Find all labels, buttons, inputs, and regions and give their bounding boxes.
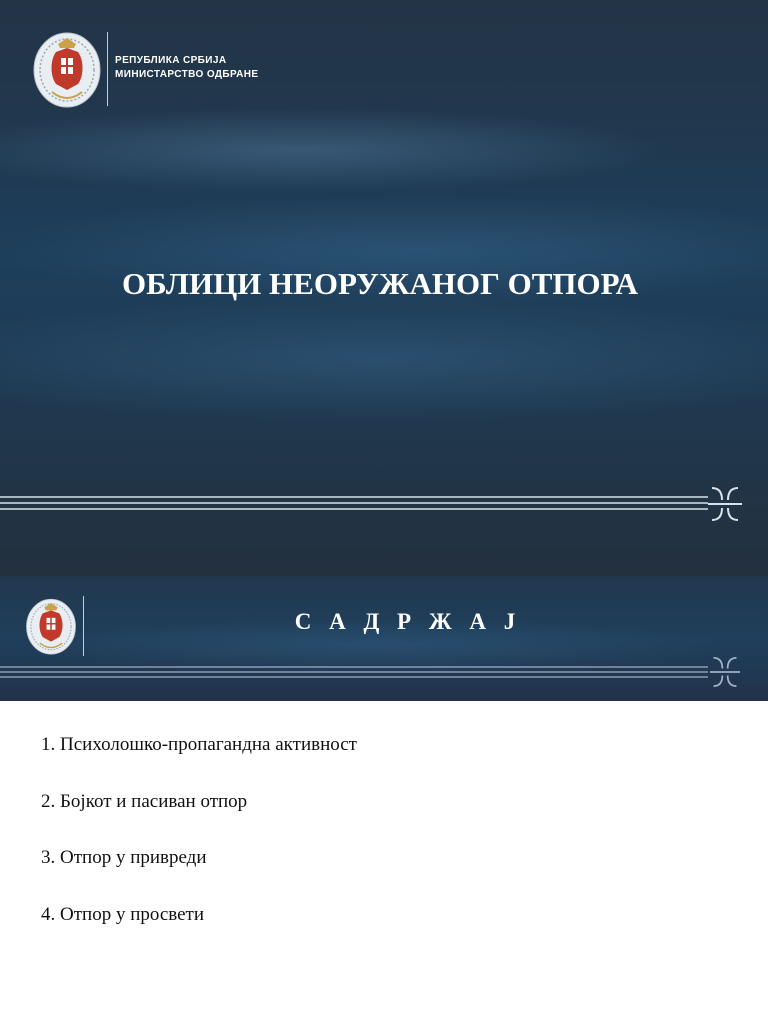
ministry-crest-icon [32, 30, 102, 108]
serbian-cross-ornament-icon [708, 484, 742, 524]
list-item: 3. Отпор у привреди [41, 847, 207, 868]
contents-slide-header [0, 576, 768, 701]
list-item: 1. Психолошко-пропагандна активност [41, 734, 357, 755]
list-item: 2. Бојкот и пасиван отпор [41, 790, 248, 812]
organization-name [115, 54, 259, 82]
contents-title: С А Д Р Ж А Ј [294, 609, 522, 634]
list-item: 4. Отпор у просвети [41, 903, 205, 925]
slide-title: ОБЛИЦИ НЕОРУЖАНОГ ОТПОРА [122, 266, 638, 301]
contents-list [41, 732, 357, 958]
org-line-2: МИНИСТАРСТВО ОДБРАНЕ [115, 69, 259, 80]
org-line-1: РЕПУБЛИКА СРБИЈА [115, 55, 227, 66]
ministry-crest-small-icon [25, 596, 77, 656]
decorative-stripe [0, 492, 708, 516]
decorative-stripe-small [0, 664, 708, 680]
serbian-cross-ornament-small-icon [710, 654, 740, 690]
header-divider-small [83, 596, 84, 656]
header-divider [107, 32, 108, 106]
